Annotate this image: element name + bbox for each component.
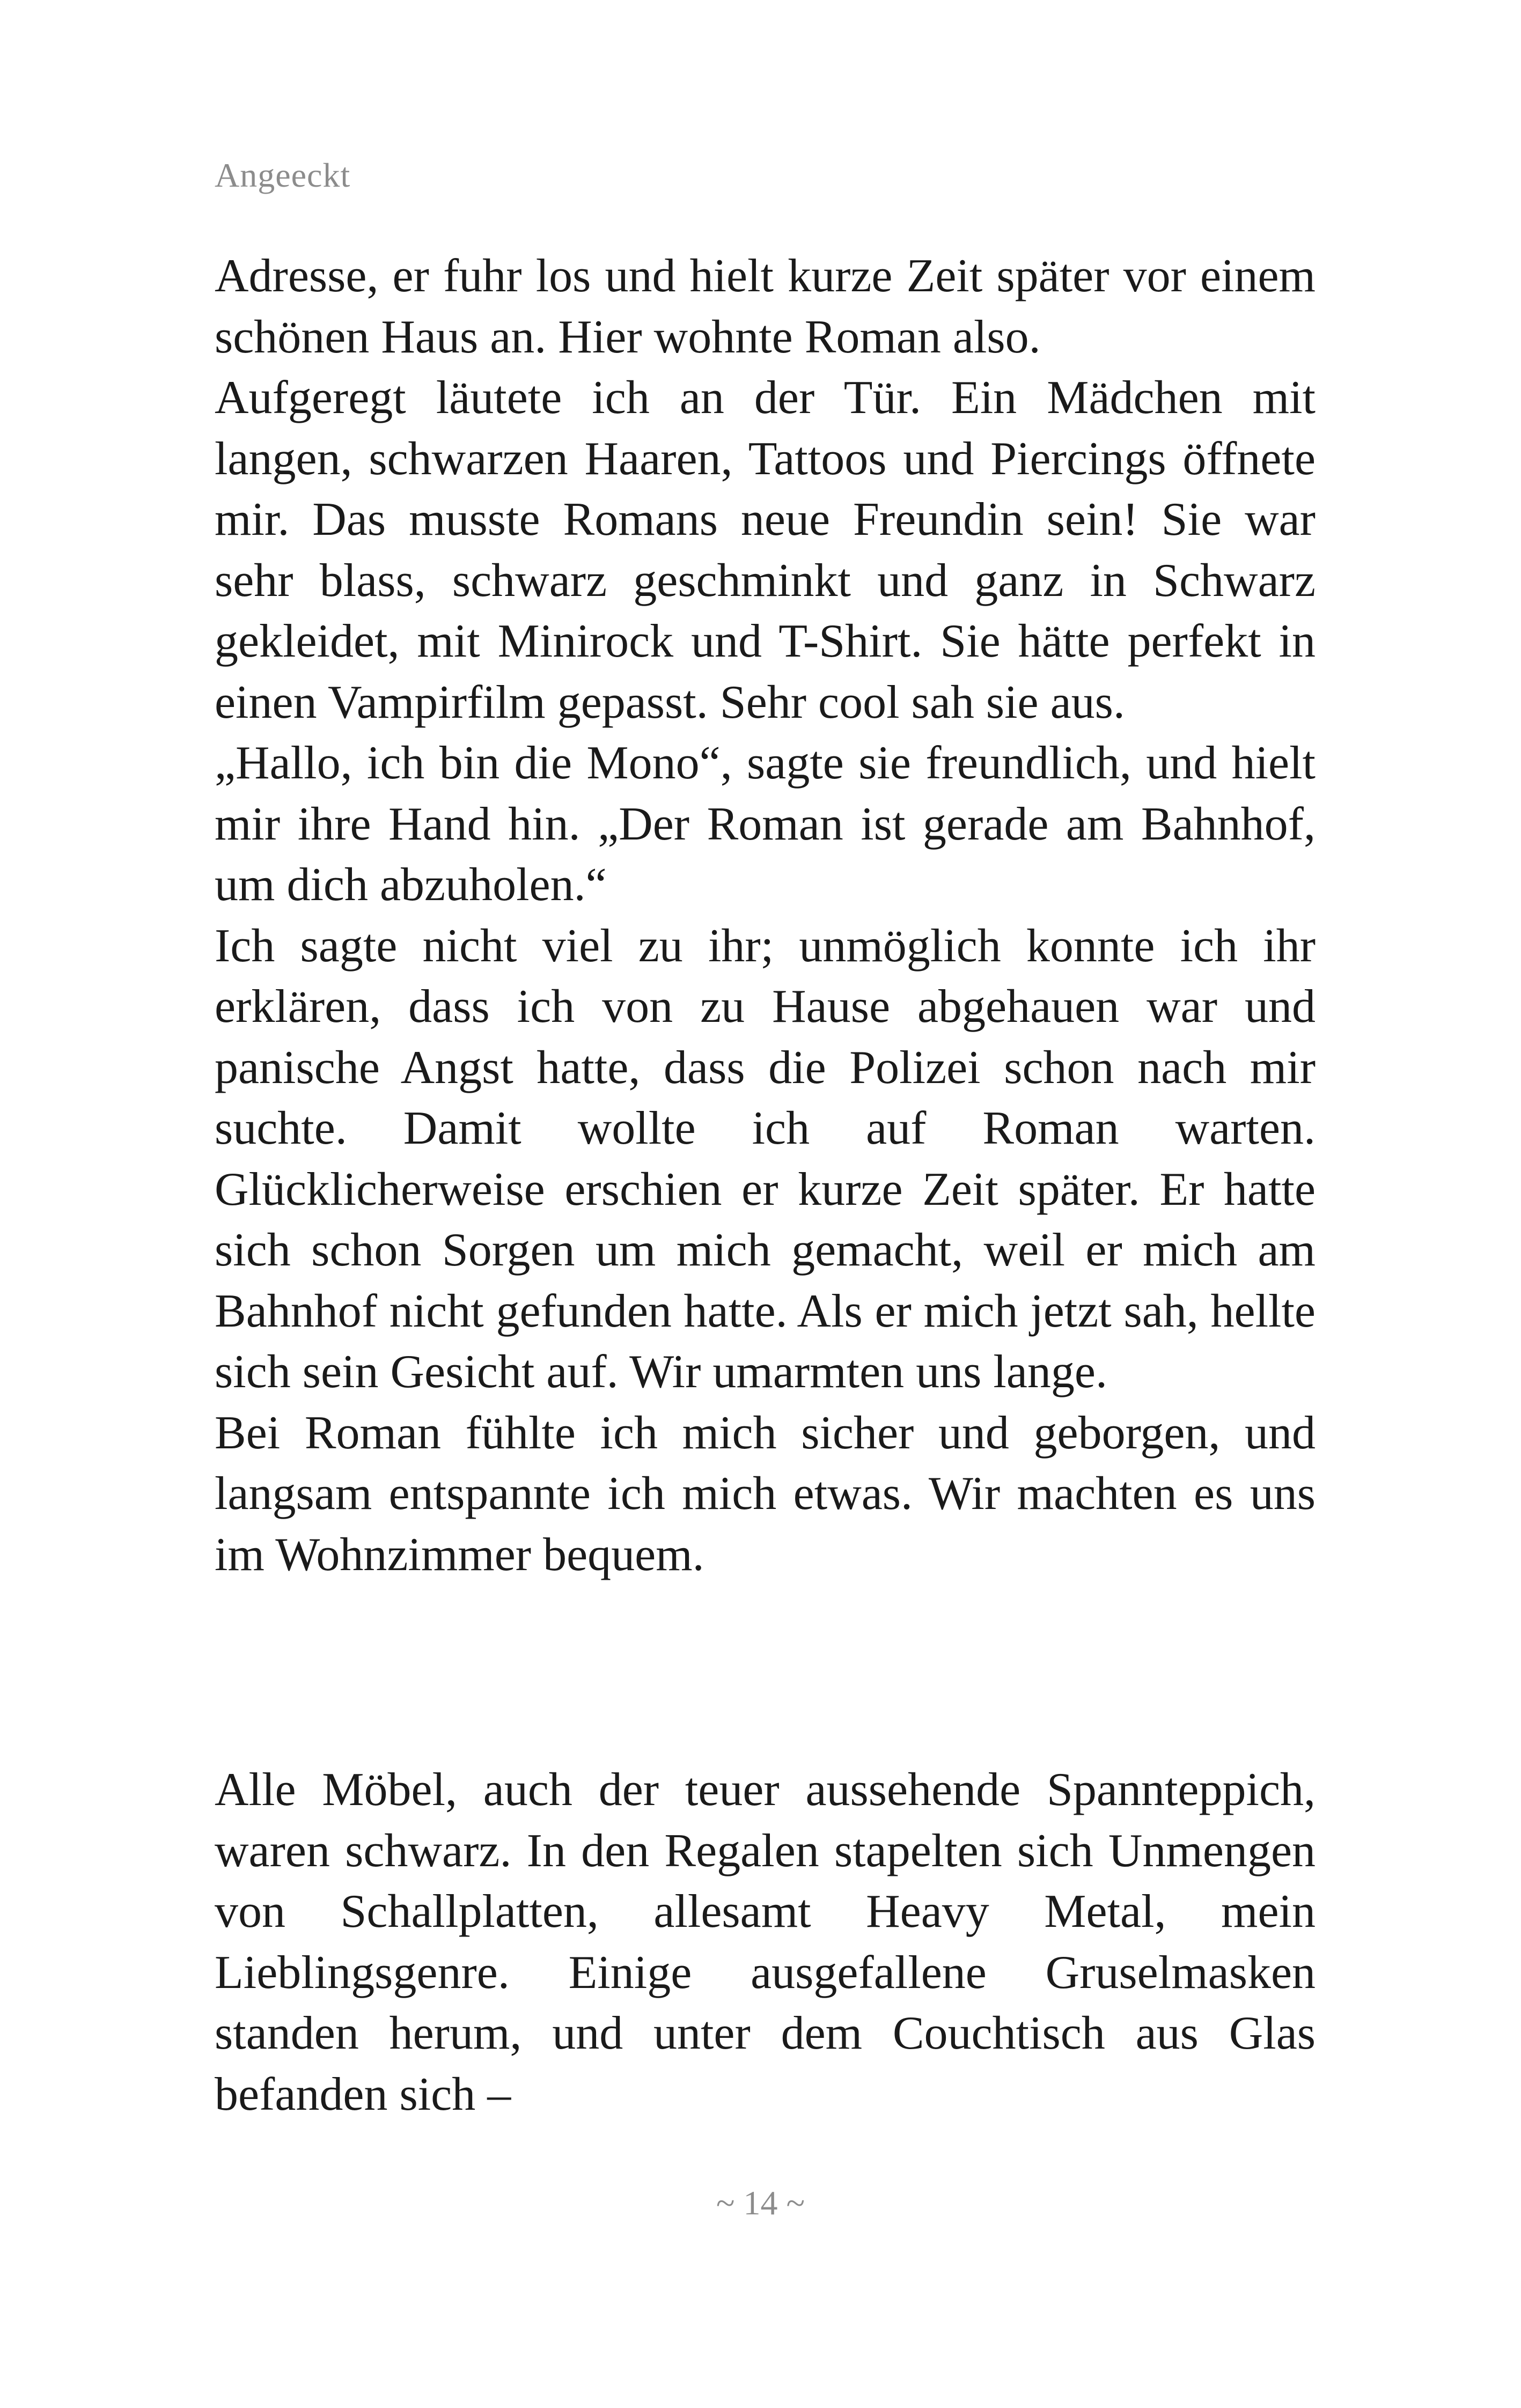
body-text-section-2 <box>215 1759 1316 2125</box>
paragraph: Bei Roman fühlte ich mich sicher und geborgen, und langsam entspannte ich mich etwas. Wir machten es uns im Wohnzimmer bequem. <box>215 1406 1316 1581</box>
body-text-section-1 <box>215 246 1316 1585</box>
paragraph: Adresse, er fuhr los und hielt kurze Zeit später vor einem schönen Haus an. Hier wohnte Roman also. <box>215 250 1316 363</box>
paragraph: Alle Möbel, auch der teuer aussehende Spannteppich, waren schwarz. In den Regalen stapelten sich Unmengen von Schallplatten, allesamt Heavy Metal, mein Lieblingsgenre. Einige ausgefallene Gruselmasken standen herum, und unter dem Couchtisch aus Glas befanden sich – <box>215 1764 1316 2120</box>
paragraph: „Hallo, ich bin die Mono“, sagte sie freundlich, und hielt mir ihre Hand hin. „Der Roman ist gerade am Bahnhof, um dich abzuholen.“ <box>215 737 1316 911</box>
paragraph: Aufgeregt läutete ich an der Tür. Ein Mädchen mit langen, schwarzen Haaren, Tattoos und Piercings öffnete mir. Das musste Romans neue Freundin sein! Sie war sehr blass, schwarz geschminkt und ganz in Schwarz gekleidet, mit Minirock und T-Shirt. Sie hätte perfekt in einen Vampirfilm gepasst. Sehr cool sah sie aus. <box>215 372 1316 728</box>
page-number: ~ 14 ~ <box>716 2184 805 2222</box>
running-header: Angeeckt <box>215 156 351 194</box>
paragraph: Ich sagte nicht viel zu ihr; unmöglich konnte ich ihr erklären, dass ich von zu Hause abgehauen war und panische Angst hatte, dass die Polizei schon nach mir suchte. Damit wollte ich auf Roman warten. Glücklicherweise erschien er kurze Zeit später. Er hatte sich schon Sorgen um mich gemacht, weil er mich am Bahnhof nicht gefunden hatte. Als er mich jetzt sah, hellte sich sein Gesicht auf. Wir umarmten uns lange. <box>215 919 1316 1398</box>
